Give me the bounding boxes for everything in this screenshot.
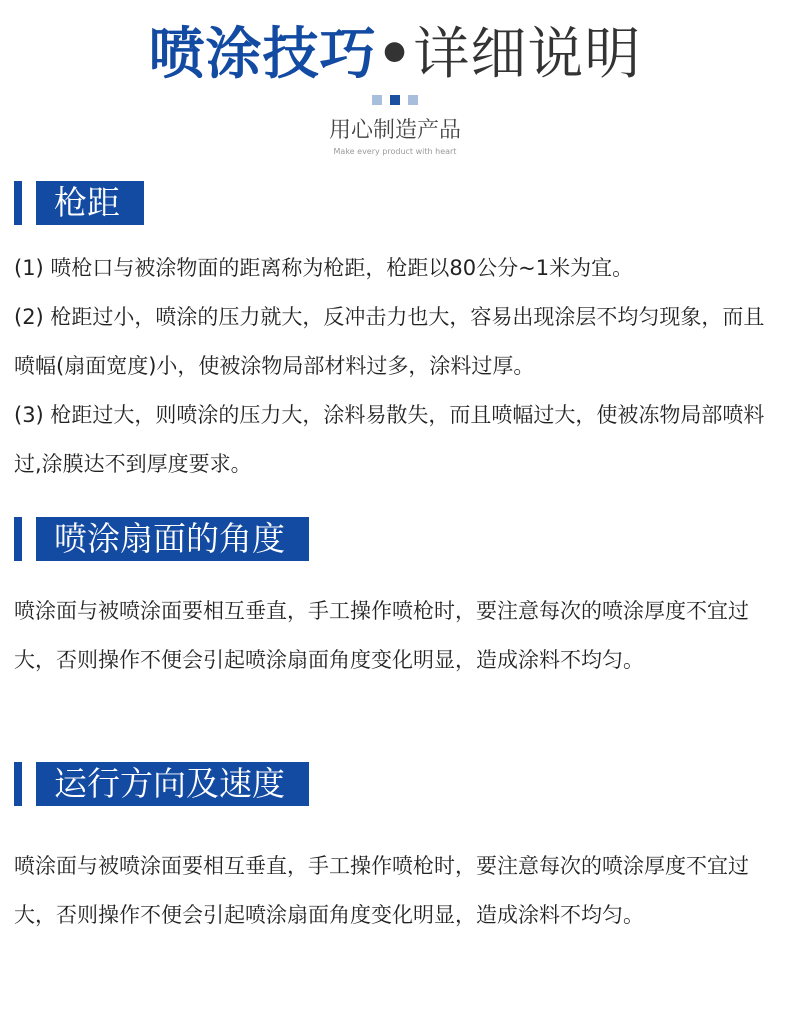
subtitle: 用心制造产品 [328, 118, 461, 143]
section-heading-gun-distance [14, 181, 144, 225]
heading-label: 喷涂扇面的角度 [36, 517, 309, 561]
title-dot: • [376, 22, 414, 87]
square-dark-center [390, 95, 400, 105]
square-light-left [372, 95, 382, 105]
heading-accent-bar [14, 181, 22, 225]
title-rest: 详细说明 [413, 22, 642, 87]
decorative-squares [0, 95, 790, 105]
heading-label: 运行方向及速度 [36, 762, 309, 806]
page-title [0, 20, 790, 90]
section-body-gun-distance [14, 244, 774, 489]
paragraph: (2) 枪距过小，喷涂的压力就大，反冲击力也大，容易出现涂层不均匀现象，而且喷幅(扇面宽度)小，使被涂物局部材料过多，涂料过厚。 [14, 305, 765, 378]
tagline: Make every product with heart [333, 147, 457, 156]
square-light-right [408, 95, 418, 105]
page-header [0, 0, 790, 175]
paragraph: 喷涂面与被喷涂面要相互垂直，手工操作喷枪时，要注意每次的喷涂厚度不宜过大，否则操作不便会引起喷涂扇面角度变化明显，造成涂料不均匀。 [14, 599, 749, 672]
paragraph: (1) 喷枪口与被涂物面的距离称为枪距，枪距以80公分~1米为宜。 [14, 256, 634, 280]
heading-accent-bar [14, 517, 22, 561]
paragraph: (3) 枪距过大，则喷涂的压力大，涂料易散失，而且喷幅过大，使被冻物局部喷料过,涂膜达不到厚度要求。 [14, 403, 765, 476]
section-body-direction-speed [14, 842, 774, 940]
title-main: 喷涂技巧 [148, 22, 377, 87]
paragraph: 喷涂面与被喷涂面要相互垂直，手工操作喷枪时，要注意每次的喷涂厚度不宜过大，否则操作不便会引起喷涂扇面角度变化明显，造成涂料不均匀。 [14, 854, 749, 927]
section-body-spray-fan-angle [14, 587, 774, 685]
heading-label: 枪距 [36, 181, 144, 225]
section-heading-direction-speed [14, 762, 309, 806]
heading-accent-bar [14, 762, 22, 806]
section-heading-spray-fan-angle [14, 517, 309, 561]
